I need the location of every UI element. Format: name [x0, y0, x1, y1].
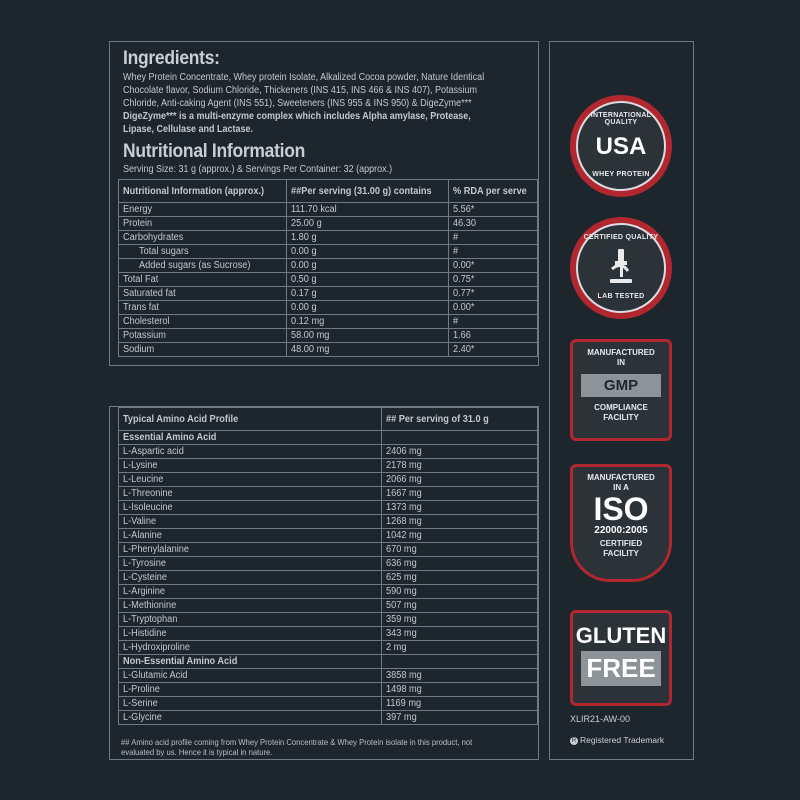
nutrition-cell-rda: 2.40* — [448, 343, 537, 357]
amino-footnote: ## Amino acid profile coming from Whey Protein Concentrate & Whey Protein isolate in this product, not evaluated by us. Hence it is typical in nature. — [121, 737, 473, 757]
trademark-note — [570, 735, 664, 745]
gmp-top1: MANUFACTURED — [587, 348, 655, 357]
amino-cell-name: L-Threonine — [119, 487, 382, 501]
amino-section-label: Non-Essential Amino Acid — [119, 655, 382, 669]
nutrition-row — [119, 273, 538, 287]
amino-cell-value: 1667 mg — [382, 487, 538, 501]
amino-cell-value: 2178 mg — [382, 459, 538, 473]
iso-bottom2: FACILITY — [603, 549, 639, 558]
amino-cell-name: L-Aspartic acid — [119, 445, 382, 459]
amino-cell-name: L-Arginine — [119, 585, 382, 599]
nutrition-title: Nutritional Information — [123, 141, 306, 162]
nutrition-row — [119, 259, 538, 273]
nutrition-cell-name: Sodium — [119, 343, 287, 357]
nutrition-cell-value: 0.17 g — [286, 287, 448, 301]
amino-row — [119, 501, 538, 515]
amino-cell-value: 590 mg — [382, 585, 538, 599]
gmp-center: GMP — [581, 374, 661, 397]
amino-cell-name: L-Valine — [119, 515, 382, 529]
amino-cell-value: 1169 mg — [382, 697, 538, 711]
gmp-top2: IN — [617, 358, 625, 367]
iso-top2: IN A — [613, 483, 629, 492]
nutrition-row — [119, 287, 538, 301]
nutrition-cell-name: Added sugars (as Sucrose) — [119, 259, 287, 273]
gmp-badge — [570, 339, 672, 441]
lab-tested-badge — [570, 217, 672, 319]
nutrition-cell-rda: 0.77* — [448, 287, 537, 301]
amino-row — [119, 683, 538, 697]
nutrition-row — [119, 203, 538, 217]
amino-cell-name: L-Cysteine — [119, 571, 382, 585]
nutrition-row — [119, 343, 538, 357]
nutrition-header-row — [119, 180, 538, 203]
iso-standard: 22000:2005 — [594, 525, 648, 536]
amino-row — [119, 459, 538, 473]
nutrition-cell-name: Trans fat — [119, 301, 287, 315]
nutrition-cell-name: Carbohydrates — [119, 231, 287, 245]
amino-cell-value: 3858 mg — [382, 669, 538, 683]
nutrition-row — [119, 301, 538, 315]
amino-cell-value: 397 mg — [382, 711, 538, 725]
amino-row — [119, 711, 538, 725]
amino-cell-name: L-Proline — [119, 683, 382, 697]
nutrition-row — [119, 329, 538, 343]
nutrition-cell-name: Cholesterol — [119, 315, 287, 329]
amino-cell-value: 359 mg — [382, 613, 538, 627]
nutrition-header-rda: % RDA per serve — [448, 180, 537, 203]
digezyme-note: DigeZyme*** is a multi-enzyme complex which includes Alpha amylase, Protease, Lipase, Cellulase and Lactase. — [123, 111, 471, 135]
nutrition-cell-value: 0.00 g — [286, 301, 448, 315]
ingredients-panel — [109, 41, 539, 366]
amino-cell-value: 625 mg — [382, 571, 538, 585]
nutrition-cell-rda: 0.00* — [448, 301, 537, 315]
iso-badge — [570, 464, 672, 582]
amino-row — [119, 571, 538, 585]
amino-cell-name: L-Serine — [119, 697, 382, 711]
nutrition-cell-rda: 5.56* — [448, 203, 537, 217]
nutrition-row — [119, 315, 538, 329]
gluten-line2: FREE — [581, 651, 661, 686]
iso-top1: MANUFACTURED — [587, 473, 655, 482]
nutrition-cell-rda: 0.75* — [448, 273, 537, 287]
amino-row — [119, 599, 538, 613]
amino-cell-name: L-Alanine — [119, 529, 382, 543]
amino-row — [119, 529, 538, 543]
amino-row — [119, 669, 538, 683]
iso-bottom1: CERTIFIED — [599, 539, 643, 548]
nutrition-table — [118, 179, 538, 357]
amino-section-label: Essential Amino Acid — [119, 431, 382, 445]
nutrition-row — [119, 217, 538, 231]
amino-header-name: Typical Amino Acid Profile — [119, 408, 382, 431]
amino-row — [119, 515, 538, 529]
amino-cell-value: 1042 mg — [382, 529, 538, 543]
amino-cell-value: 2406 mg — [382, 445, 538, 459]
amino-cell-name: L-Histidine — [119, 627, 382, 641]
microscope-icon — [578, 247, 664, 287]
usa-ring-top: INTERNATIONAL QUALITY — [590, 112, 652, 126]
nutrition-cell-rda: # — [448, 315, 537, 329]
nutrition-cell-value: 58.00 mg — [286, 329, 448, 343]
amino-row — [119, 585, 538, 599]
nutrition-cell-value: 111.70 kcal — [286, 203, 448, 217]
trademark-label: Registered Trademark — [580, 735, 665, 745]
nutrition-cell-name: Total sugars — [119, 245, 287, 259]
nutrition-cell-value: 1.80 g — [286, 231, 448, 245]
amino-cell-name: L-Tryptophan — [119, 613, 382, 627]
nutrition-header-name: Nutritional Information (approx.) — [119, 180, 287, 203]
nutrition-cell-name: Saturated fat — [119, 287, 287, 301]
amino-row — [119, 613, 538, 627]
amino-section-empty — [382, 431, 538, 445]
amino-cell-name: L-Hydroxiproline — [119, 641, 382, 655]
amino-cell-name: L-Lysine — [119, 459, 382, 473]
amino-acid-panel — [109, 406, 539, 760]
amino-row — [119, 641, 538, 655]
serving-info: Serving Size: 31 g (approx.) & Servings Per Container: 32 (approx.) — [123, 164, 393, 175]
amino-cell-value: 1268 mg — [382, 515, 538, 529]
nutrition-cell-name: Energy — [119, 203, 287, 217]
amino-header-value: ## Per serving of 31.0 g — [382, 408, 538, 431]
nutrition-cell-value: 25.00 g — [286, 217, 448, 231]
gluten-line1: GLUTEN — [575, 623, 667, 648]
amino-row — [119, 697, 538, 711]
amino-row — [119, 627, 538, 641]
amino-row — [119, 557, 538, 571]
amino-cell-name: L-Tyrosine — [119, 557, 382, 571]
amino-cell-name: L-Isoleucine — [119, 501, 382, 515]
nutrition-cell-name: Potassium — [119, 329, 287, 343]
ingredients-list: Whey Protein Concentrate, Whey protein Isolate, Alkalized Cocoa powder, Nature Identical Chocolate flavor, Sodium Chloride, Thickeners (INS 415, INS 466 & INS 407), Potassium Chloride, Anti-caking Agent (INS 551), Sweeteners (INS 955 & INS 950) & DigeZyme*** — [123, 72, 485, 109]
product-code: XLIR21-AW-00 — [570, 714, 631, 724]
amino-cell-name: L-Phenylalanine — [119, 543, 382, 557]
ingredients-title: Ingredients: — [123, 48, 220, 69]
amino-cell-value: 343 mg — [382, 627, 538, 641]
nutrition-row — [119, 231, 538, 245]
gmp-bottom1: COMPLIANCE — [594, 403, 648, 412]
amino-cell-name: L-Methionine — [119, 599, 382, 613]
usa-ring-bottom: WHEY PROTEIN — [592, 171, 650, 178]
nutrition-cell-name: Protein — [119, 217, 287, 231]
amino-row — [119, 445, 538, 459]
amino-cell-value: 1373 mg — [382, 501, 538, 515]
amino-acid-table — [118, 407, 538, 725]
nutrition-cell-rda: 46.30 — [448, 217, 537, 231]
nutrition-cell-value: 0.00 g — [286, 245, 448, 259]
amino-row — [119, 473, 538, 487]
nutrition-row — [119, 245, 538, 259]
iso-center: ISO — [593, 491, 649, 527]
lab-ring-bottom: LAB TESTED — [597, 293, 645, 300]
amino-cell-value: 1498 mg — [382, 683, 538, 697]
nutrition-cell-rda: 1.66 — [448, 329, 537, 343]
amino-row — [119, 543, 538, 557]
lab-ring-top: CERTIFIED QUALITY — [583, 234, 659, 241]
registered-icon: R — [571, 737, 577, 744]
certification-panel — [549, 41, 694, 760]
gmp-bottom2: FACILITY — [603, 413, 639, 422]
amino-cell-value: 2066 mg — [382, 473, 538, 487]
nutrition-cell-value: 0.12 mg — [286, 315, 448, 329]
amino-cell-value: 670 mg — [382, 543, 538, 557]
amino-cell-name: L-Leucine — [119, 473, 382, 487]
amino-section-row — [119, 431, 538, 445]
amino-cell-name: L-Glycine — [119, 711, 382, 725]
nutrition-cell-value: 48.00 mg — [286, 343, 448, 357]
amino-cell-name: L-Glutamic Acid — [119, 669, 382, 683]
amino-section-empty — [382, 655, 538, 669]
nutrition-cell-value: 0.00 g — [286, 259, 448, 273]
amino-header-row — [119, 408, 538, 431]
amino-section-row — [119, 655, 538, 669]
amino-cell-value: 2 mg — [382, 641, 538, 655]
nutrition-cell-rda: 0.00* — [448, 259, 537, 273]
ingredients-text — [123, 71, 488, 136]
amino-row — [119, 487, 538, 501]
amino-cell-value: 636 mg — [382, 557, 538, 571]
gluten-free-badge — [570, 610, 672, 706]
usa-quality-badge — [570, 95, 672, 197]
nutrition-cell-rda: # — [448, 231, 537, 245]
nutrition-cell-value: 0.50 g — [286, 273, 448, 287]
nutrition-header-value: ##Per serving (31.00 g) contains — [286, 180, 448, 203]
usa-center: USA — [595, 133, 647, 160]
nutrition-cell-rda: # — [448, 245, 537, 259]
nutrition-cell-name: Total Fat — [119, 273, 287, 287]
amino-cell-value: 507 mg — [382, 599, 538, 613]
